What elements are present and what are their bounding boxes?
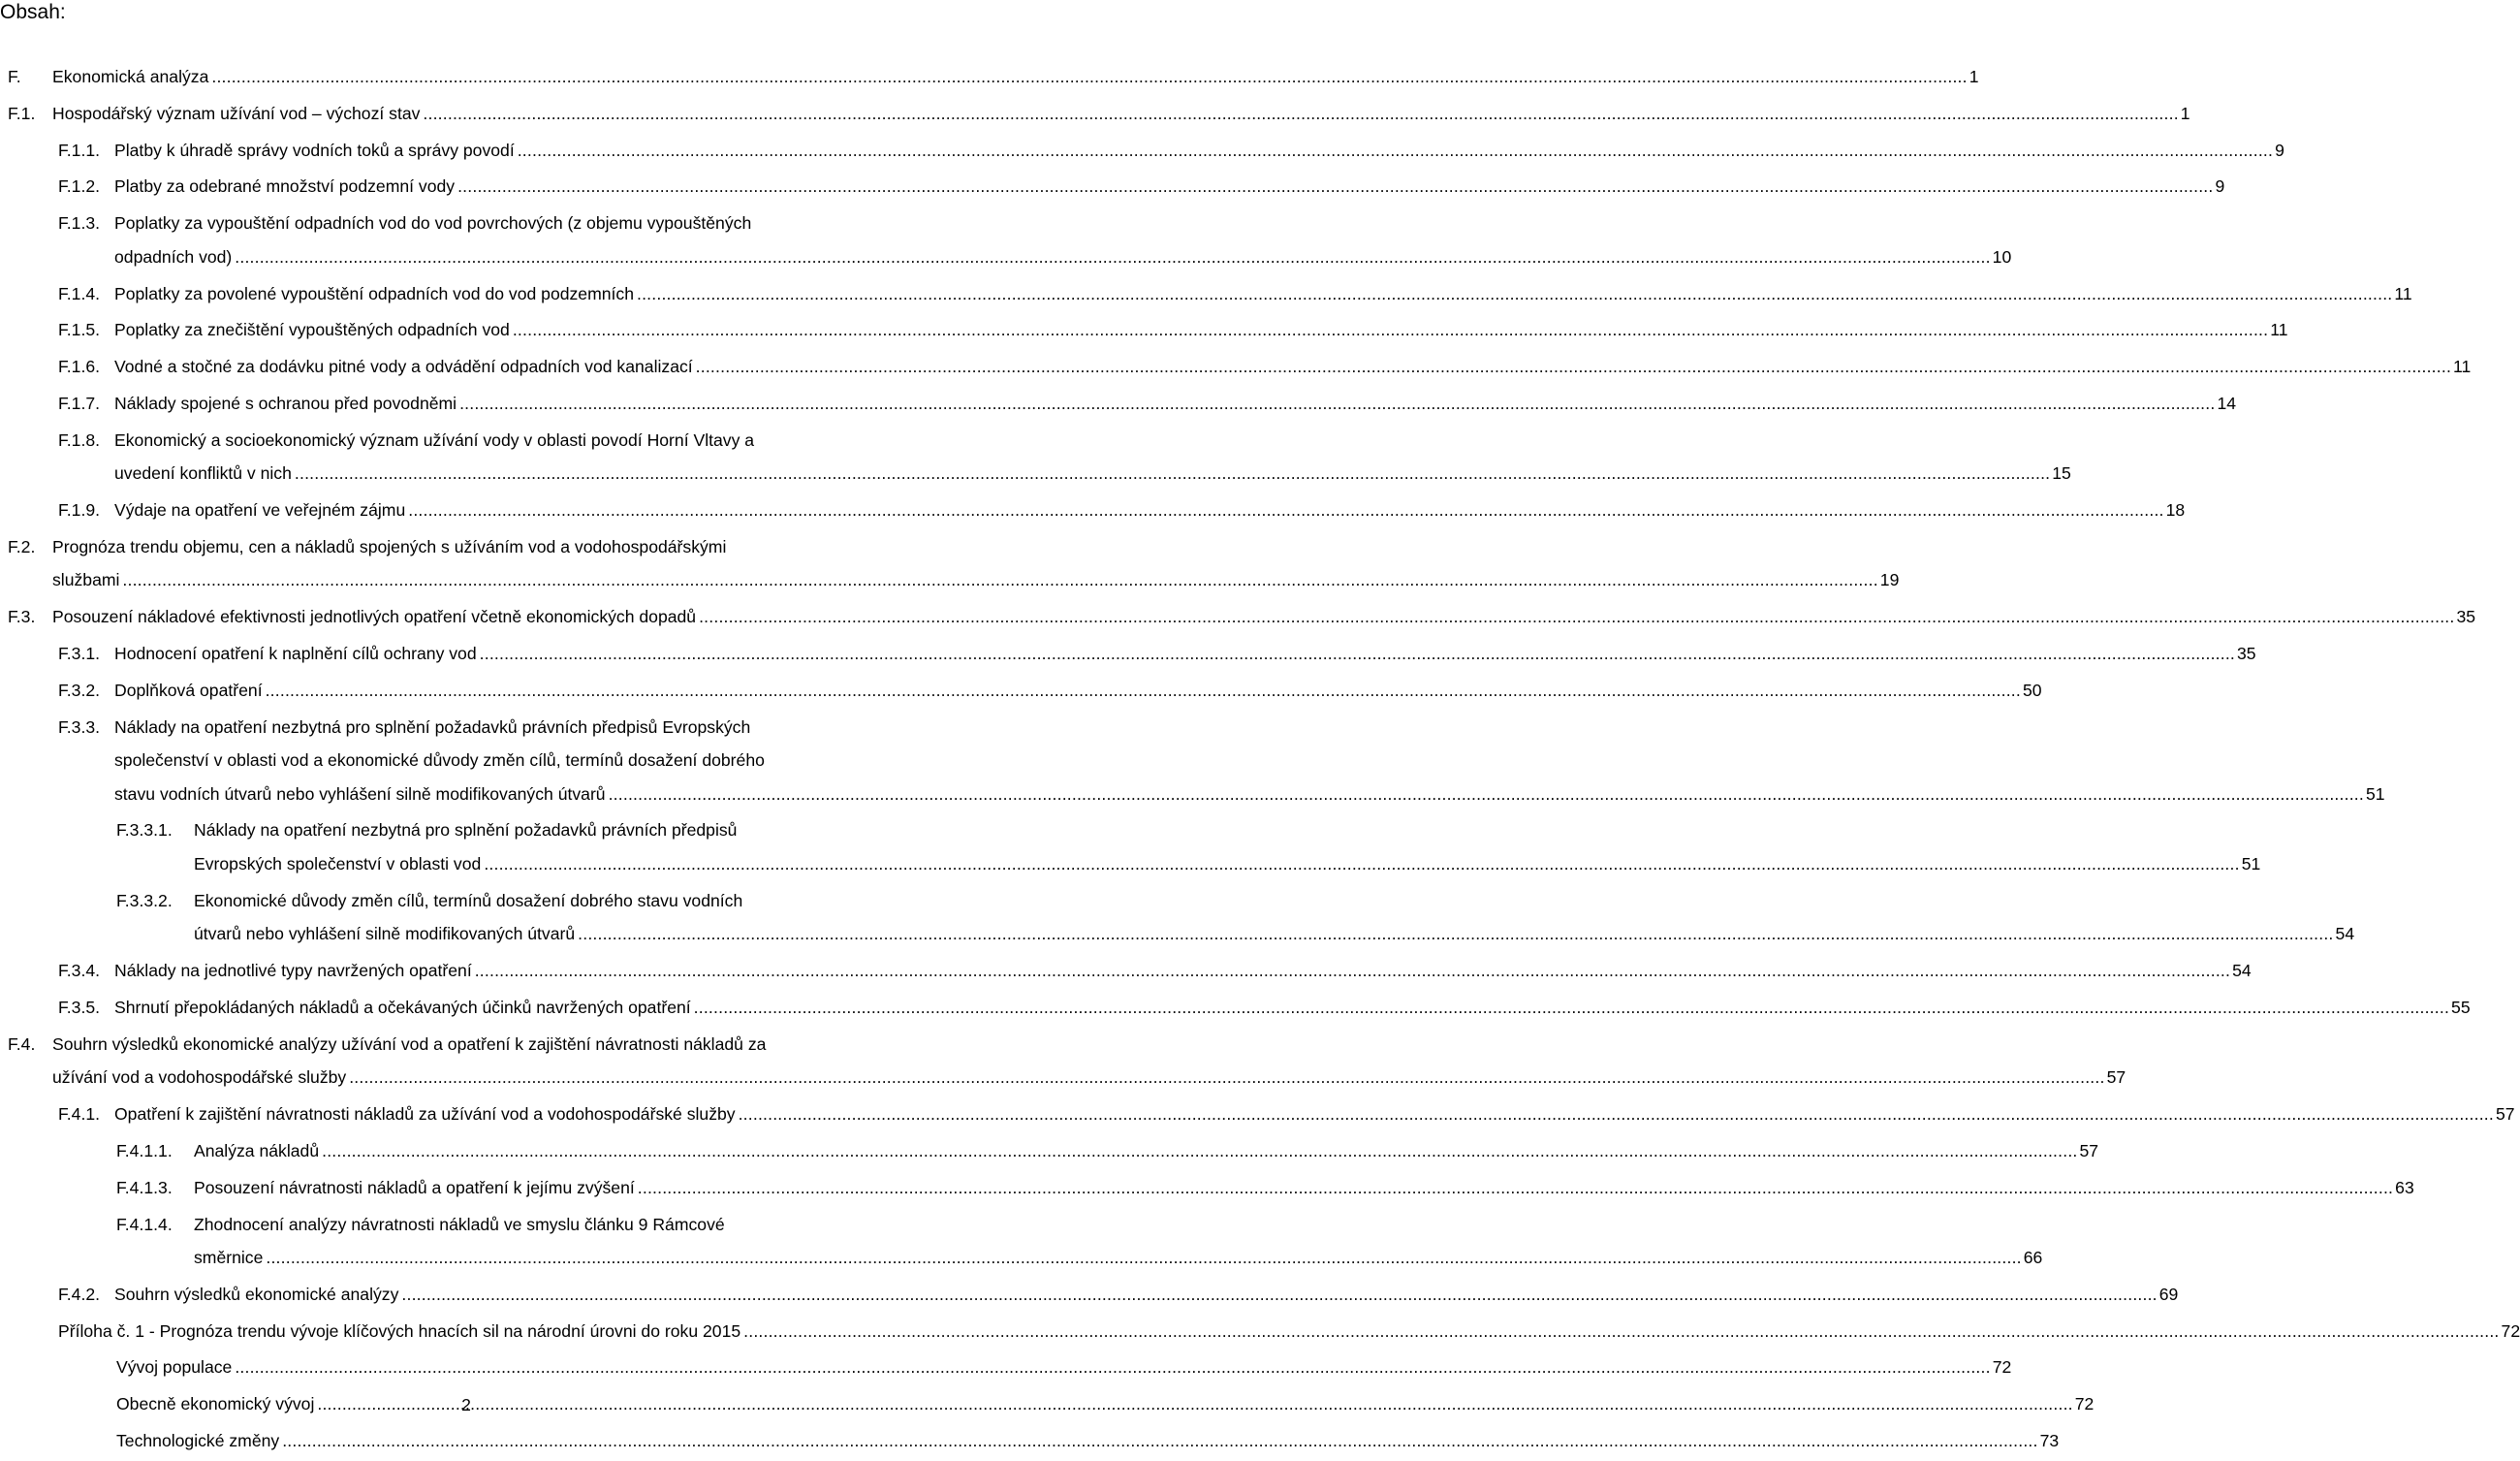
toc-entry-title: Evropských společenství v oblasti vod (194, 854, 482, 874)
toc-entry-number: F. (8, 67, 21, 86)
toc-page-number: 57 (2079, 1140, 2099, 1160)
toc-page-number: 72 (2074, 1394, 2095, 1414)
toc-entry-title: odpadních vod) (114, 246, 233, 267)
toc-entry[interactable] (0, 1208, 2043, 1275)
toc-entry[interactable] (0, 387, 2237, 421)
toc-entry-title: uvedení konfliktů v nich (114, 463, 292, 484)
toc-page-number: 72 (2501, 1320, 2520, 1341)
toc-entry-title: Souhrn výsledků ekonomické analýzy (114, 1284, 399, 1304)
toc-leader-dots (401, 1278, 2157, 1312)
toc-leader-dots (266, 1241, 2021, 1275)
toc-entry[interactable] (0, 424, 2071, 491)
toc-leader-dots (459, 387, 2215, 421)
toc-leader-dots (282, 1424, 2037, 1458)
toc-entry-title: Výdaje na opatření ve veřejném zájmu (114, 500, 406, 520)
toc-entry-title: Posouzení návratnosti nákladů a opatření k jejímu zvýšení (194, 1177, 635, 1197)
toc-entry-number: F.3.3.1. (116, 820, 173, 841)
toc-entry-number: F.1.6. (58, 357, 101, 377)
toc-page-number: 69 (2158, 1284, 2179, 1304)
toc-entry-title: Souhrn výsledků ekonomické analýzy užívání vod a opatření k zajištění návratnosti nákladů za (52, 1033, 767, 1054)
toc-leader-dots (699, 600, 2454, 634)
toc-leader-dots (637, 277, 2392, 311)
toc-entry[interactable] (0, 97, 2190, 131)
toc-entry-title: užívání vod a vodohospodářské služby (52, 1067, 347, 1088)
toc-entry-title: Prognóza trendu objemu, cen a nákladů spojených s užíváním vod a vodohospodářskými (52, 536, 727, 556)
toc-entry[interactable] (0, 674, 2042, 708)
toc-entry-title: Náklady na jednotlivé typy navržených opatření (114, 961, 472, 981)
toc-leader-dots (513, 313, 2268, 347)
toc-leader-dots (518, 134, 2273, 168)
toc-leader-dots (578, 917, 2333, 951)
toc-entry-title: Náklady na opatření nezbytná pro splnění požadavků právních předpisů (194, 820, 738, 841)
toc-leader-dots (609, 778, 2364, 811)
toc-entry[interactable] (0, 991, 2471, 1025)
toc-entry-title: Hospodářský význam užívání vod – výchozí stav (52, 103, 421, 123)
toc-entry-title: Hodnocení opatření k naplnění cílů ochrany vod (114, 643, 477, 663)
toc-entry-title: Opatření k zajištění návratnosti nákladů za užívání vod a vodohospodářské služby (114, 1104, 736, 1125)
toc-entry-title: Náklady na opatření nezbytná pro splnění požadavků právních předpisů Evropských (114, 716, 751, 737)
toc-leader-dots (235, 1350, 1990, 1384)
toc-entry-title: Náklady spojené s ochranou před povodněmi (114, 393, 457, 413)
toc-entry[interactable] (0, 884, 2355, 951)
toc-entry-title: službami (52, 570, 120, 590)
toc-entry[interactable] (0, 277, 2412, 311)
toc-entry[interactable] (0, 60, 1979, 94)
toc-leader-dots (235, 240, 1990, 274)
toc-entry-number: F.1. (8, 103, 36, 123)
toc-entry-title: Zhodnocení analýzy návratnosti nákladů ve smyslu článku 9 Rámcové (194, 1214, 725, 1234)
toc-entry-number: F.1.2. (58, 176, 101, 197)
toc-entry-title: Platby za odebrané množství podzemní vody (114, 176, 456, 197)
toc-entry-number: F.1.5. (58, 320, 101, 340)
toc-leader-dots (408, 493, 2163, 527)
toc-entry-title: Ekonomické důvody změn cílů, termínů dosažení dobrého stavu vodních (194, 890, 743, 910)
toc-page-number: 1 (2180, 103, 2190, 123)
toc-entry-title: směrnice (194, 1248, 264, 1268)
toc-entry[interactable] (0, 600, 2476, 634)
page-number-footer: 2 (461, 1395, 471, 1414)
toc-entry-title: společenství v oblasti vod a ekonomické důvody změn cílů, termínů dosažení dobrého (114, 750, 765, 771)
toc-page-number: 72 (1992, 1357, 2012, 1378)
toc-entry-title: Shrnutí přepokládaných nákladů a očekávaných účinků navržených opatření (114, 998, 691, 1017)
toc-leader-dots (696, 350, 2451, 384)
toc-entry[interactable] (0, 1171, 2414, 1205)
toc-heading: Obsah: (0, 1, 66, 23)
toc-leader-dots (349, 1061, 2104, 1095)
toc-page-number: 55 (2451, 998, 2471, 1017)
toc-entry-number: F.1.7. (58, 393, 101, 413)
toc-entry-title: Poplatky za znečištění vypouštěných odpadních vod (114, 320, 510, 340)
toc-entry-number: F.4.2. (58, 1284, 101, 1304)
toc-entry-title: stavu vodních útvarů nebo vyhlášení silně modifikovaných útvarů (114, 783, 606, 804)
toc-entry-title: Vodné a stočné za dodávku pitné vody a odvádění odpadních vod kanalizací (114, 357, 693, 377)
toc-page-number: 10 (1992, 246, 2012, 267)
toc-entry-number: F.4.1.4. (116, 1214, 173, 1234)
toc-entry-number: F.3. (8, 607, 36, 627)
toc-entry[interactable] (0, 206, 2012, 273)
toc-entry-title: Poplatky za vypouštění odpadních vod do vod povrchových (z objemu vypouštěných (114, 213, 752, 234)
toc-entry[interactable] (0, 1424, 2060, 1458)
toc-entry[interactable] (0, 637, 2256, 671)
toc-entry[interactable] (0, 954, 2252, 988)
toc-entry-title: Analýza nákladů (194, 1140, 320, 1160)
toc-entry[interactable] (0, 1097, 2515, 1131)
toc-entry-number: F.4.1.3. (116, 1177, 173, 1197)
toc-leader-dots (739, 1097, 2494, 1131)
toc-entry-title: útvarů nebo vyhlášení silně modifikovaných útvarů (194, 924, 576, 944)
toc-entry-title: Obecně ekonomický vývoj (116, 1394, 315, 1414)
toc-entry[interactable] (0, 313, 2288, 347)
toc-entry-title: Platby k úhradě správy vodních toků a správy povodí (114, 140, 515, 160)
toc-entry-title: Ekonomický a socioekonomický význam užívání vody v oblasti povodí Horní Vltavy a (114, 429, 755, 450)
toc-entry-number: F.1.4. (58, 283, 101, 303)
toc-page-number: 51 (2365, 783, 2385, 804)
toc-entry[interactable] (0, 530, 1900, 597)
toc-page-number: 15 (2052, 463, 2071, 484)
toc-entry[interactable] (0, 1028, 2126, 1095)
toc-entry-number: F.3.3.2. (116, 890, 173, 910)
toc-page-number: 11 (2453, 357, 2472, 377)
table-of-contents (0, 60, 2520, 1461)
toc-page-number: 9 (2215, 176, 2225, 197)
toc-entry-number: F.3.1. (58, 643, 101, 663)
toc-leader-dots (475, 954, 2230, 988)
toc-entry[interactable] (0, 350, 2472, 384)
toc-entry-number: F.4. (8, 1033, 36, 1054)
toc-page-number: 51 (2241, 854, 2261, 874)
toc-leader-dots (322, 1134, 2077, 1168)
toc-entry[interactable] (0, 134, 2284, 168)
toc-entry-title: Ekonomická analýza (52, 67, 209, 86)
toc-leader-dots (694, 991, 2449, 1025)
toc-page-number: 18 (2165, 500, 2186, 520)
toc-page-number: 1 (1969, 67, 1979, 86)
toc-entry[interactable] (0, 1134, 2099, 1168)
toc-entry-title: Poplatky za povolené vypouštění odpadních vod do vod podzemních (114, 283, 634, 303)
toc-entry[interactable] (0, 1350, 2012, 1384)
toc-entry-number: F.4.1. (58, 1104, 101, 1125)
toc-entry[interactable] (0, 711, 2385, 811)
toc-page-number: 50 (2022, 680, 2042, 700)
toc-entry[interactable] (0, 170, 2225, 204)
toc-entry-number: F.3.2. (58, 680, 101, 700)
toc-leader-dots (211, 60, 1967, 94)
toc-entry-number: F.3.4. (58, 961, 101, 981)
toc-entry[interactable] (0, 813, 2261, 880)
toc-page-number: 14 (2217, 393, 2237, 413)
toc-entry-number: F.2. (8, 536, 36, 556)
toc-entry-number: F.1.1. (58, 140, 101, 160)
toc-entry-number: F.1.9. (58, 500, 101, 520)
toc-leader-dots (480, 637, 2235, 671)
toc-page-number: 54 (2232, 961, 2252, 981)
toc-page-number: 9 (2275, 140, 2284, 160)
toc-page-number: 66 (2023, 1248, 2043, 1268)
toc-leader-dots (638, 1171, 2393, 1205)
toc-leader-dots (423, 97, 2178, 131)
toc-leader-dots (484, 847, 2239, 881)
toc-entry-number: F.1.8. (58, 429, 101, 450)
toc-entry-number: F.1.3. (58, 213, 101, 234)
toc-leader-dots (266, 674, 2021, 708)
toc-entry-title: Technologické změny (116, 1431, 280, 1450)
toc-entry-title: Posouzení nákladové efektivnosti jednotlivých opatření včetně ekonomických dopadů (52, 607, 697, 627)
toc-entry-title: Doplňková opatření (114, 680, 263, 700)
toc-entry-title: Vývoj populace (116, 1357, 233, 1378)
toc-page-number: 11 (2270, 320, 2288, 340)
toc-entry[interactable] (0, 1278, 2179, 1312)
toc-page-number: 19 (1879, 570, 1900, 590)
toc-leader-dots (122, 563, 1877, 597)
toc-entry-number: F.3.3. (58, 716, 101, 737)
toc-entry-title: Příloha č. 1 - Prognóza trendu vývoje klíčových hnacích sil na národní úrovni do roku 2015 (58, 1320, 741, 1341)
toc-leader-dots (295, 457, 2050, 491)
toc-page-number: 63 (2395, 1177, 2414, 1197)
toc-entry-number: F.4.1.1. (116, 1140, 173, 1160)
toc-page-number: 35 (2456, 607, 2476, 627)
toc-leader-dots (743, 1315, 2499, 1349)
toc-page-number: 54 (2335, 924, 2355, 944)
toc-page-number: 57 (2106, 1067, 2126, 1088)
toc-entry[interactable] (0, 493, 2186, 527)
toc-entry[interactable] (0, 1315, 2520, 1349)
toc-page-number: 73 (2039, 1431, 2060, 1450)
toc-entry-number: F.3.5. (58, 998, 101, 1017)
toc-leader-dots (457, 170, 2213, 204)
toc-page-number: 11 (2394, 283, 2412, 303)
toc-page-number: 35 (2237, 643, 2256, 663)
toc-page-number: 57 (2495, 1104, 2515, 1125)
